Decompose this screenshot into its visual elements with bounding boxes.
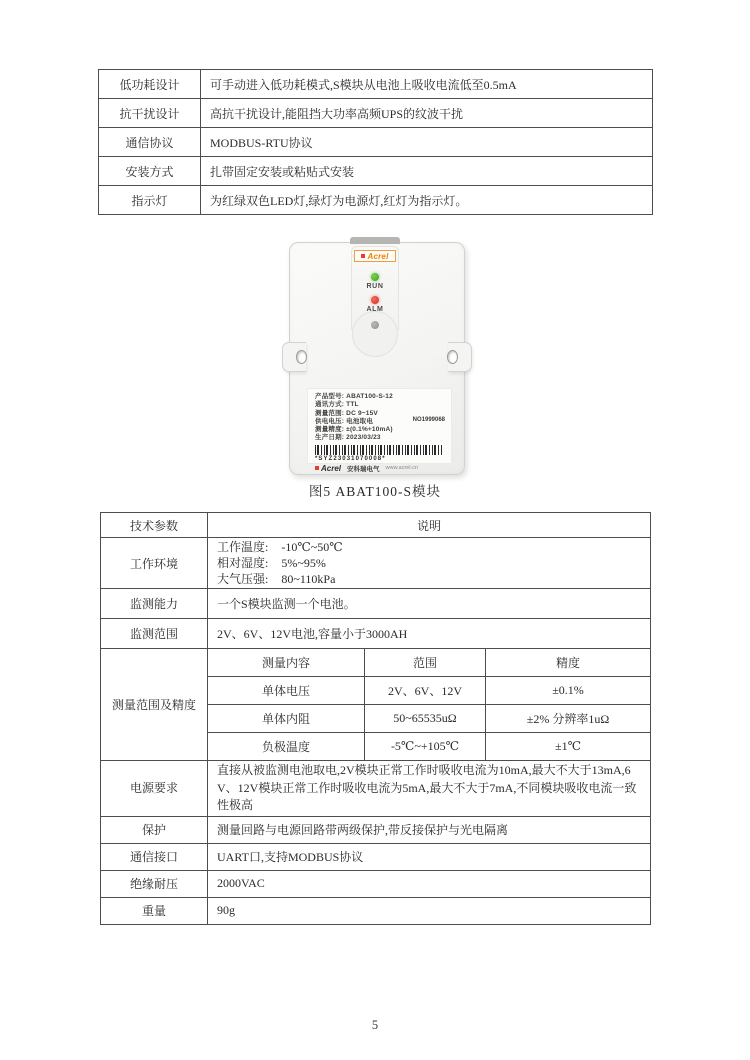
label-line: 测量精度: ±(0.1%+10mA) <box>315 426 393 434</box>
measure-range: 50~65535uΩ <box>365 705 486 733</box>
serial-number: NO1999068 <box>412 417 445 423</box>
spec-value: 2000VAC <box>208 870 651 897</box>
spec-label: 保护 <box>101 816 208 843</box>
acrel-footer-brand: Acrel <box>321 463 342 473</box>
measure-range: -5℃~+105℃ <box>365 733 486 761</box>
table-row <box>101 589 651 619</box>
measure-content: 单体电压 <box>208 677 365 705</box>
column-header-desc: 说明 <box>208 513 651 538</box>
alm-led-label: ALM <box>366 306 384 313</box>
product-label <box>307 388 452 473</box>
measure-accuracy: ±0.1% <box>486 677 651 705</box>
table-row <box>101 538 651 589</box>
table-row <box>101 619 651 649</box>
table-row <box>101 870 651 897</box>
acrel-logo-text: Acrel <box>367 251 389 261</box>
label-line: 生产日期: 2023/03/23 <box>315 434 381 442</box>
spec-label: 测量范围及精度 <box>101 649 208 761</box>
reset-button-icon <box>371 321 379 329</box>
spec-label: 通信接口 <box>101 843 208 870</box>
feature-value: 可手动进入低功耗模式,S模块从电池上吸收电流低至0.5mA <box>201 70 653 99</box>
button-recess <box>352 311 398 357</box>
feature-label: 指示灯 <box>99 186 201 215</box>
spec-value: 2V、6V、12V电池,容量小于3000AH <box>208 619 651 649</box>
feature-value: MODBUS-RTU协议 <box>201 128 653 157</box>
spec-label: 绝缘耐压 <box>101 870 208 897</box>
spec-label: 监测能力 <box>101 589 208 619</box>
label-line: 通讯方式: TTL <box>315 401 359 409</box>
spec-value: 直接从被监测电池取电,2V模块正常工作时吸收电流为10mA,最大不大于13mA,6V、12V模块正常工作时吸收电流为5mA,最大不大于7mA,不同模块吸收电流一致性极高 <box>208 761 651 817</box>
spec-label: 电源要求 <box>101 761 208 817</box>
measure-content: 负极温度 <box>208 733 365 761</box>
env-line: 相对湿度: 5%~95% <box>217 556 326 570</box>
website-text: www.acrel.cn <box>385 465 418 472</box>
measure-header-range: 范围 <box>365 649 486 677</box>
feature-label: 抗干扰设计 <box>99 99 201 128</box>
acrel-logo-mark-icon <box>315 466 319 470</box>
table-row <box>101 761 651 817</box>
figure-caption: 图5 ABAT100-S模块 <box>308 484 442 499</box>
acrel-logo <box>354 250 396 262</box>
table-row <box>101 649 651 677</box>
table-row <box>101 843 651 870</box>
feature-value: 为红绿双色LED灯,绿灯为电源灯,红灯为指示灯。 <box>201 186 653 215</box>
feature-value: 高抗干扰设计,能阻挡大功率高频UPS的纹波干扰 <box>201 99 653 128</box>
device-photo <box>282 237 472 478</box>
feature-value: 扎带固定安装或粘贴式安装 <box>201 157 653 186</box>
spec-value: 测量回路与电源回路带两级保护,带反接保护与光电隔离 <box>208 816 651 843</box>
barcode-text: *SYZ23031070008* <box>315 455 386 462</box>
measure-header-content: 测量内容 <box>208 649 365 677</box>
table-row <box>99 157 653 186</box>
label-line: 测量范围: DC 9~15V <box>315 409 378 417</box>
mounting-hole-icon <box>447 350 458 364</box>
table-row <box>99 99 653 128</box>
table-row <box>99 186 653 215</box>
table-row <box>101 897 651 924</box>
acrel-logo-mark-icon <box>361 254 365 258</box>
measure-accuracy: ±2% 分辨率1uΩ <box>486 705 651 733</box>
device-top-connector <box>350 237 400 244</box>
spec-label: 监测范围 <box>101 619 208 649</box>
features-table <box>98 69 653 215</box>
tech-specs-table <box>100 512 651 925</box>
spec-value <box>208 538 651 589</box>
table-row <box>99 70 653 99</box>
spec-label: 重量 <box>101 897 208 924</box>
company-name: 安科瑞电气 <box>347 465 380 473</box>
table-header-row <box>101 513 651 538</box>
measure-header-accuracy: 精度 <box>486 649 651 677</box>
measure-content: 单体内阻 <box>208 705 365 733</box>
spec-value: UART口,支持MODBUS协议 <box>208 843 651 870</box>
feature-label: 安装方式 <box>99 157 201 186</box>
env-line: 工作温度: -10℃~50℃ <box>217 540 343 554</box>
run-led-label: RUN <box>366 283 384 290</box>
spec-value: 90g <box>208 897 651 924</box>
run-led-icon <box>371 273 379 281</box>
spec-value: 一个S模块监测一个电池。 <box>208 589 651 619</box>
feature-label: 低功耗设计 <box>99 70 201 99</box>
spec-label: 工作环境 <box>101 538 208 589</box>
table-row <box>101 816 651 843</box>
alm-led-icon <box>371 296 379 304</box>
column-header-param: 技术参数 <box>101 513 208 538</box>
table-row <box>99 128 653 157</box>
page-number: 5 <box>371 1018 379 1032</box>
mounting-ear-left <box>282 342 306 372</box>
env-line: 大气压强: 80~110kPa <box>217 572 336 586</box>
mounting-ear-right <box>448 342 472 372</box>
measure-range: 2V、6V、12V <box>365 677 486 705</box>
measure-accuracy: ±1℃ <box>486 733 651 761</box>
barcode <box>315 445 443 455</box>
mounting-hole-icon <box>296 350 307 364</box>
label-line: 产品型号: ABAT100-S-12 <box>315 393 393 400</box>
feature-label: 通信协议 <box>99 128 201 157</box>
label-line: 供电电压: 电池取电 <box>315 417 373 425</box>
label-footer <box>315 464 445 473</box>
